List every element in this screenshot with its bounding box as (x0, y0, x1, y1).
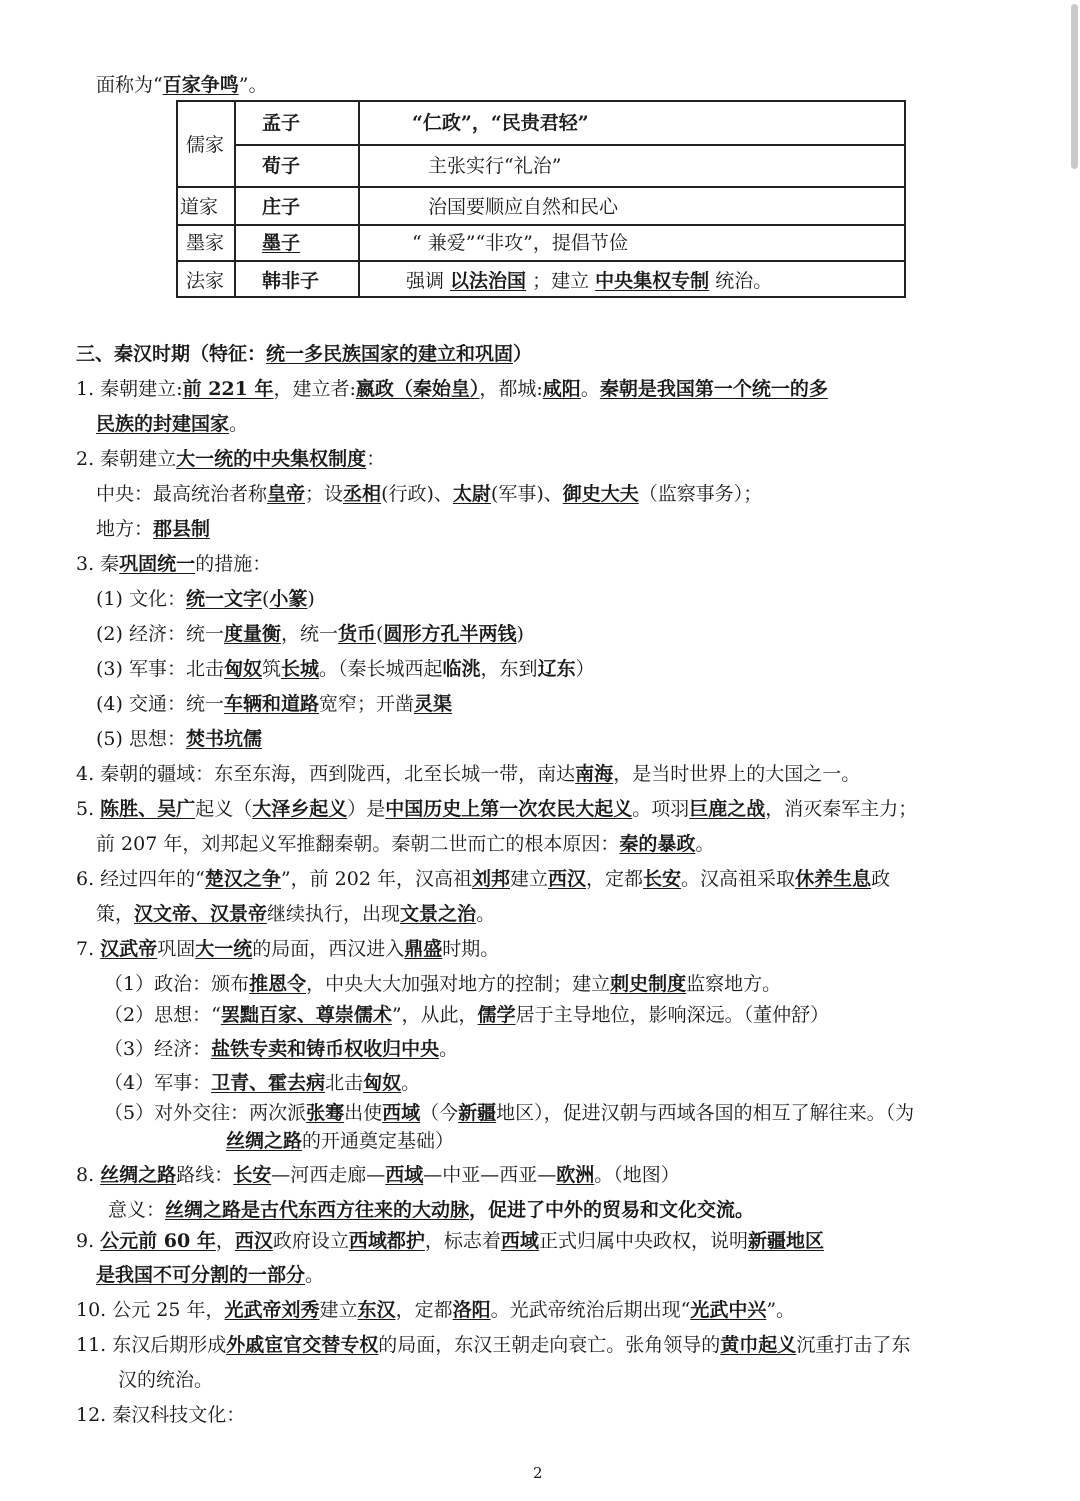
list-item: 9. 公元前 60 年，西汉政府设立西域都护，标志着西域正式归属中央政权，说明新疆地区 (76, 1230, 824, 1252)
list-item: （5）对外交往：两次派张骞出使西域（今新疆地区），促进汉朝与西域各国的相互了解往来。（为 (104, 1102, 915, 1124)
table-cell-idea: “ 兼爱”“非攻”，提倡节俭 (412, 232, 628, 254)
section-heading: 三、秦汉时期（特征：统一多民族国家的建立和巩固） (76, 343, 533, 365)
list-item: 6. 经过四年的“楚汉之争”，前 202 年，汉高祖刘邦建立西汉，定都长安。汉高祖采取休养生息政 (76, 868, 891, 890)
table-cell-school: 法家 (186, 270, 225, 292)
list-item: 4. 秦朝的疆域：东至东海，西到陇西，北至长城一带，南达南海，是当时世界上的大国之一。 (76, 763, 861, 785)
table-cell-idea: 主张实行“礼治” (428, 155, 562, 177)
list-item: 10. 公元 25 年，光武帝刘秀建立东汉，定都洛阳。光武帝统治后期出现“光武中兴”。 (76, 1299, 796, 1321)
list-item: (1) 文化：统一文字(小篆) (96, 588, 315, 610)
intro-line (96, 72, 267, 98)
page-number: 2 (533, 1464, 543, 1482)
table-cell-school: 道家 (180, 196, 219, 218)
table-cell-idea: 治国要顺应自然和民心 (428, 196, 619, 218)
table-rule (178, 224, 904, 226)
list-item: 中央：最高统治者称皇帝；设丞相(行政)、太尉(军事)、御史大夫（监察事务）； (96, 483, 763, 505)
list-item: 前 207 年，刘邦起义军推翻秦朝。秦朝二世而亡的根本原因：秦的暴政。 (96, 833, 715, 855)
list-item: (2) 经济：统一度量衡，统一货币(圆形方孔半两钱) (96, 623, 524, 645)
scrollbar[interactable] (1071, 4, 1078, 169)
list-item: 策，汉文帝、汉景帝继续执行，出现文景之治。 (96, 903, 496, 925)
table-rule (178, 260, 904, 262)
list-item: （4）军事：卫青、霍去病北击匈奴。 (104, 1072, 421, 1094)
list-item: 汉的统治。 (118, 1369, 214, 1391)
intro-text: 面称为“ (96, 74, 163, 96)
table-rule (178, 186, 904, 188)
table-cell-idea: “仁政”，“民贵君轻” (412, 112, 589, 134)
list-item: 2. 秦朝建立大一统的中央集权制度： (76, 448, 386, 470)
table-cell-school: 儒家 (186, 134, 225, 156)
list-item: 12. 秦汉科技文化： (76, 1404, 246, 1426)
table-rule (234, 102, 236, 296)
table-cell-school: 墨家 (186, 232, 225, 254)
list-item: (3) 军事：北击匈奴筑长城。（秦长城西起临洮，东到辽东） (96, 658, 595, 680)
table-cell-person: 庄子 (262, 196, 301, 218)
list-item: 1. 秦朝建立:前 221 年，建立者:嬴政（秦始皇），都城:咸阳。秦朝是我国第一个统一的多 (76, 378, 828, 400)
list-item: 是我国不可分割的一部分。 (96, 1264, 325, 1286)
list-item: 7. 汉武帝巩固大一统的局面，西汉进入鼎盛时期。 (76, 938, 500, 960)
table-rule (358, 102, 360, 296)
table-cell-idea: 强调 以法治国 ；建立 中央集权专制 统治。 (406, 270, 773, 292)
list-item: (4) 交通：统一车辆和道路宽窄；开凿灵渠 (96, 693, 453, 715)
table-cell-person: 荀子 (262, 155, 301, 177)
list-item: 11. 东汉后期形成外戚宦官交替专权的局面，东汉王朝走向衰亡。张角领导的黄巾起义沉重打击了东 (76, 1334, 911, 1356)
list-item: (5) 思想：焚书坑儒 (96, 728, 262, 750)
list-item: （2）思想：“罢黜百家、尊崇儒术”，从此，儒学居于主导地位，影响深远。（董仲舒） (104, 1004, 830, 1026)
list-item: 5. 陈胜、吴广起义（大泽乡起义）是中国历史上第一次农民大起义。项羽巨鹿之战，消灭秦军主力； (76, 798, 918, 820)
list-item: 8. 丝绸之路路线：长安—河西走廊—西域—中亚—西亚—欧洲。（地图） (76, 1164, 680, 1186)
intro-term: 百家争鸣 (162, 74, 239, 96)
intro-text-end: ”。 (238, 74, 268, 96)
table-cell-person: 孟子 (262, 112, 301, 134)
list-item: 丝绸之路的开通奠定基础） (226, 1130, 455, 1152)
list-item: 意义：丝绸之路是古代东西方往来的大动脉，促进了中外的贸易和文化交流。 (108, 1199, 755, 1221)
list-item: （3）经济：盐铁专卖和铸币权收归中央。 (104, 1038, 459, 1060)
list-item: 3. 秦巩固统一的措施： (76, 553, 272, 575)
table-cell-person: 韩非子 (262, 270, 320, 292)
list-item: （1）政治：颁布推恩令，中央大大加强对地方的控制；建立刺史制度监察地方。 (104, 973, 782, 995)
table-cell-person: 墨子 (262, 232, 301, 254)
list-item: 地方：郡县制 (96, 518, 211, 540)
table-rule (236, 144, 904, 146)
list-item: 民族的封建国家。 (96, 413, 249, 435)
schools-table (176, 100, 906, 298)
